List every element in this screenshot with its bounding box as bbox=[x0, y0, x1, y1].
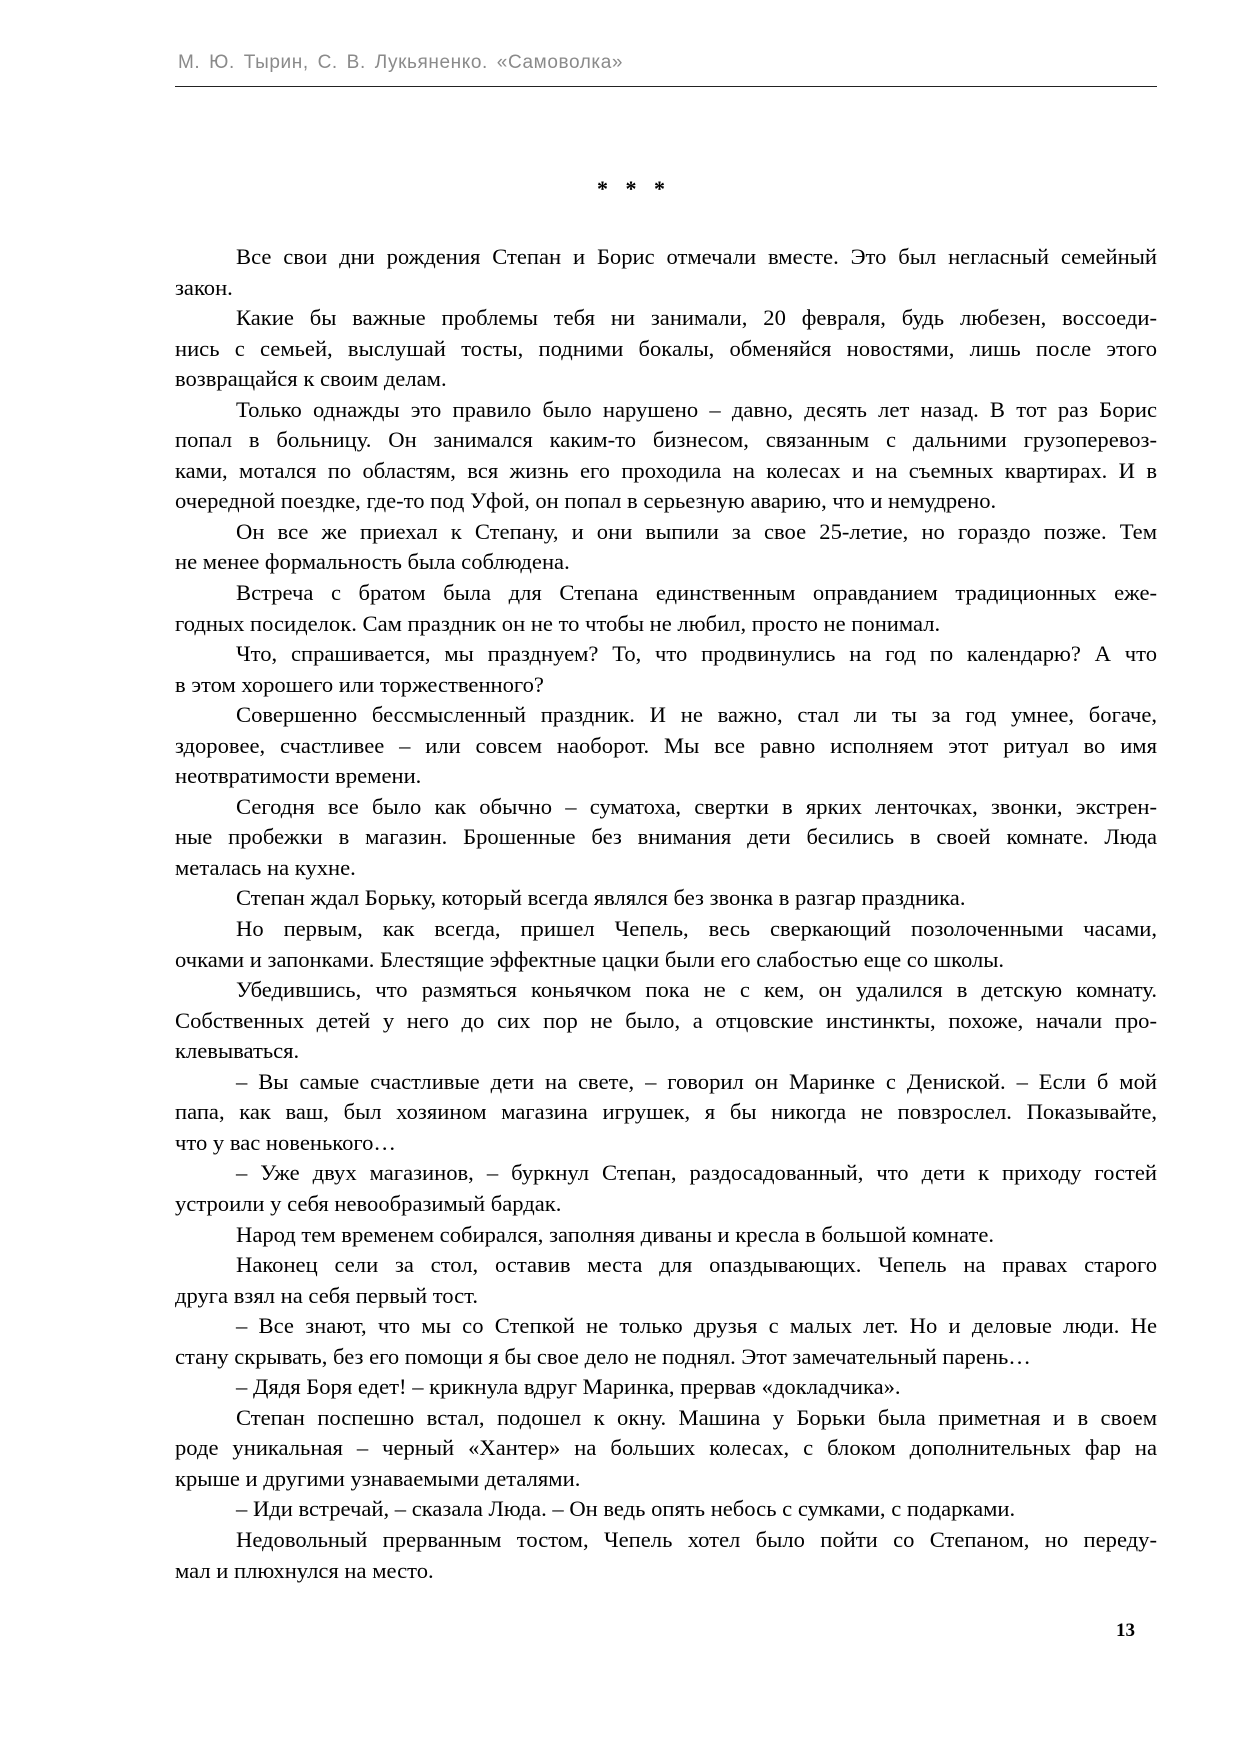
running-head-title: М. Ю. Тырин, С. В. Лукьяненко. «Самоволка» bbox=[178, 52, 624, 73]
text-line: Все свои дни рождения Степан и Борис отмечали вместе. Это был негласный семейный bbox=[236, 244, 1157, 269]
text-line: годных посиделок. Сам праздник он не то чтобы не любил, просто не понимал. bbox=[175, 610, 941, 636]
text-line: Только однажды это правило было нарушено – давно, десять лет назад. В тот раз Борис bbox=[236, 396, 1157, 422]
text-line: очками и запонками. Блестящие эффектные цацки были его слабостью еще со школы. bbox=[175, 946, 1005, 972]
text-line: Наконец сели за стол, оставив места для опаздывающих. Чепель на правах старого bbox=[236, 1252, 1157, 1278]
text-line: Сегодня все было как обычно – суматоха, свертки в ярких ленточках, звонки, экстрен- bbox=[236, 793, 1157, 819]
text-line: Совершенно бессмысленный праздник. И не важно, стал ли ты за год умнее, богаче, bbox=[236, 702, 1157, 728]
section-separator: * * * bbox=[597, 176, 671, 201]
text-line: мал и плюхнулся на место. bbox=[175, 1557, 434, 1583]
text-line: Он все же приехал к Степану, и они выпили за свое 25-летие, но гораздо позже. Тем bbox=[236, 518, 1157, 544]
text-line: Встреча с братом была для Степана единственным оправданием традиционных еже- bbox=[236, 580, 1157, 606]
text-line: не менее формальность была соблюдена. bbox=[175, 549, 570, 575]
text-line: закон. bbox=[175, 274, 233, 300]
text-line: – Вы самые счастливые дети на свете, – говорил он Маринке с Дениской. – Если б мой bbox=[236, 1068, 1157, 1094]
text-line: Недовольный прерванным тостом, Чепель хотел было пойти со Степаном, но переду- bbox=[236, 1526, 1157, 1552]
text-line: – Уже двух магазинов, – буркнул Степан, раздосадованный, что дети к приходу гостей bbox=[236, 1160, 1157, 1186]
text-line: – Дядя Боря едет! – крикнула вдруг Маринка, прервав «докладчика». bbox=[236, 1374, 901, 1400]
text-line: – Все знают, что мы со Степкой не только друзья с малых лет. Но и деловые люди. Не bbox=[236, 1313, 1157, 1339]
text-line: роде уникальная – черный «Хантер» на больших колесах, с блоком дополнительных фар на bbox=[175, 1435, 1157, 1461]
text-line: неотвратимости времени. bbox=[175, 763, 422, 789]
text-line: в этом хорошего или торжественного? bbox=[175, 671, 544, 697]
text-line: что у вас новенького… bbox=[175, 1129, 396, 1155]
text-line: Но первым, как всегда, пришел Чепель, весь сверкающий позолоченными часами, bbox=[236, 916, 1157, 942]
text-line: Что, спрашивается, мы празднуем? То, что продвинулись на год по календарю? А что bbox=[236, 641, 1157, 667]
body-text bbox=[175, 242, 1157, 1586]
page-number: 13 bbox=[1116, 1620, 1135, 1641]
text-line: попал в больницу. Он занимался каким-то бизнесом, связанным с дальними грузоперевоз- bbox=[175, 427, 1157, 453]
text-line: нись с семьей, выслушай тосты, подними бокалы, обменяйся новостями, лишь после этого bbox=[175, 335, 1157, 361]
header-divider bbox=[175, 86, 1157, 87]
text-line: Убедившись, что размяться коньячком пока не с кем, он удалился в детскую комнату. bbox=[236, 977, 1157, 1003]
text-line: Степан ждал Борьку, который всегда являлся без звонка в разгар праздника. bbox=[236, 885, 966, 911]
text-line: здоровее, счастливее – или совсем наоборот. Мы все равно исполняем этот ритуал во имя bbox=[175, 732, 1157, 758]
text-line: Степан поспешно встал, подошел к окну. Машина у Борьки была приметная и в своем bbox=[236, 1404, 1157, 1430]
text-line: папа, как ваш, был хозяином магазина игрушек, я бы никогда не повзрослел. Показывайте, bbox=[175, 1099, 1157, 1125]
text-line: Собственных детей у него до сих пор не было, а отцовские инстинкты, похоже, начали про- bbox=[175, 1007, 1157, 1033]
text-line: возвращайся к своим делам. bbox=[175, 366, 447, 392]
text-line: Какие бы важные проблемы тебя ни занимали, 20 февраля, будь любезен, воссоеди- bbox=[236, 305, 1157, 331]
text-line: ные пробежки в магазин. Брошенные без внимания дети бесились в своей комнате. Люда bbox=[175, 824, 1157, 850]
text-line: устроили у себя невообразимый бардак. bbox=[175, 1190, 562, 1216]
text-line: стану скрывать, без его помощи я бы свое дело не поднял. Этот замечательный парень… bbox=[175, 1343, 1031, 1369]
text-line: крыше и другими узнаваемыми деталями. bbox=[175, 1465, 581, 1491]
text-line: металась на кухне. bbox=[175, 854, 356, 880]
text-line: – Иди встречай, – сказала Люда. – Он ведь опять небось с сумками, с подарками. bbox=[236, 1496, 1016, 1522]
text-line: клевываться. bbox=[175, 1038, 300, 1064]
text-line: ками, мотался по областям, вся жизнь его проходила на колесах и на съемных квартирах. И в bbox=[175, 457, 1157, 483]
text-line: друга взял на себя первый тост. bbox=[175, 1282, 479, 1308]
text-line: очередной поездке, где-то под Уфой, он попал в серьезную аварию, что и немудрено. bbox=[175, 488, 997, 514]
text-line: Народ тем временем собирался, заполняя диваны и кресла в большой комнате. bbox=[236, 1221, 995, 1247]
